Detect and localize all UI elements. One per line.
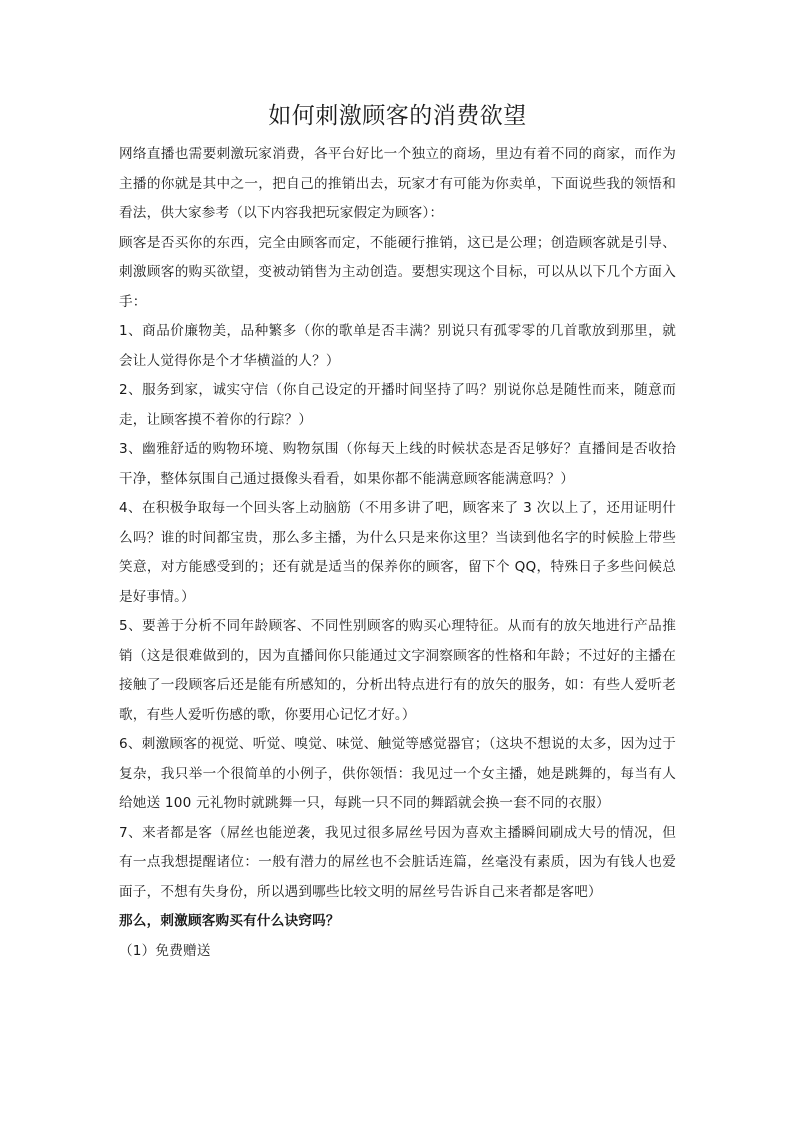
sub-item-free-gift: （1）免费赠送 bbox=[119, 942, 211, 959]
paragraph-principle: 顾客是否买你的东西，完全由顾客而定，不能硬行推销，这已是公理；创造顾客就是引导、刺激顾客的购买欲望，变被动销售为主动创造。要想实现这个目标，可以从以下几个方面入手： bbox=[119, 234, 676, 310]
list-item-5: 5、要善于分析不同年龄顾客、不同性别顾客的购买心理特征。从而有的放矢地进行产品推销（这是很难做到的，因为直播间你只能通过文字洞察顾客的性格和年龄；不过好的主播在接触了一段顾客后还是能有所感知的，分析出特点进行有的放矢的服务，如：有些人爱听老歌，有些人爱听伤感的歌，你要用心记忆才好。） bbox=[119, 618, 676, 723]
document-body bbox=[119, 140, 676, 966]
list-item-6: 6、刺激顾客的视觉、听觉、嗅觉、味觉、触觉等感觉器官；（这块不想说的太多，因为过于复杂，我只举一个很简单的小例子，供你领悟：我见过一个女主播，她是跳舞的，每当有人给她送 100 元礼物时就跳舞一只，每跳一只不同的舞蹈就会换一套不同的衣服） bbox=[119, 736, 676, 811]
list-item-2: 2、服务到家，诚实守信（你自己设定的开播时间坚持了吗？别说你总是随性而来，随意而走，让顾客摸不着你的行踪？） bbox=[119, 382, 676, 428]
section-question: 那么，刺激顾客购买有什么诀窍吗？ bbox=[119, 913, 340, 929]
list-item-3: 3、幽雅舒适的购物环境、购物氛围（你每天上线的时候状态是否足够好？直播间是否收拾干净，整体氛围自己通过摄像头看看，如果你都不能满意顾客能满意吗？） bbox=[119, 441, 676, 487]
list-item-1: 1、商品价廉物美，品种繁多（你的歌单是否丰满？别说只有孤零零的几首歌放到那里，就会让人觉得你是个才华横溢的人？） bbox=[119, 323, 676, 369]
list-item-7: 7、来者都是客（屌丝也能逆袭，我见过很多屌丝号因为喜欢主播瞬间刷成大号的情况，但有一点我想提醒诸位：一般有潜力的屌丝也不会脏话连篇，丝毫没有素质，因为有钱人也爱面子，不想有失身份，所以遇到哪些比较文明的屌丝号告诉自己来者都是客吧） bbox=[119, 824, 676, 900]
list-item-4: 4、在积极争取每一个回头客上动脑筋（不用多讲了吧，顾客来了 3 次以上了，还用证明什么吗？谁的时间都宝贵，那么多主播，为什么只是来你这里？当读到他名字的时候脸上带些笑意，对方能感受到的；还有就是适当的保养你的顾客，留下个 QQ，特殊日子多些问候总是好事情。） bbox=[119, 500, 676, 605]
paragraph-intro: 网络直播也需要刺激玩家消费，各平台好比一个独立的商场，里边有着不同的商家，而作为主播的你就是其中之一，把自己的推销出去，玩家才有可能为你卖单，下面说些我的领悟和看法，供大家参考（以下内容我把玩家假定为顾客）： bbox=[119, 146, 676, 221]
page-title: 如何刺激顾客的消费欲望 bbox=[268, 103, 527, 129]
